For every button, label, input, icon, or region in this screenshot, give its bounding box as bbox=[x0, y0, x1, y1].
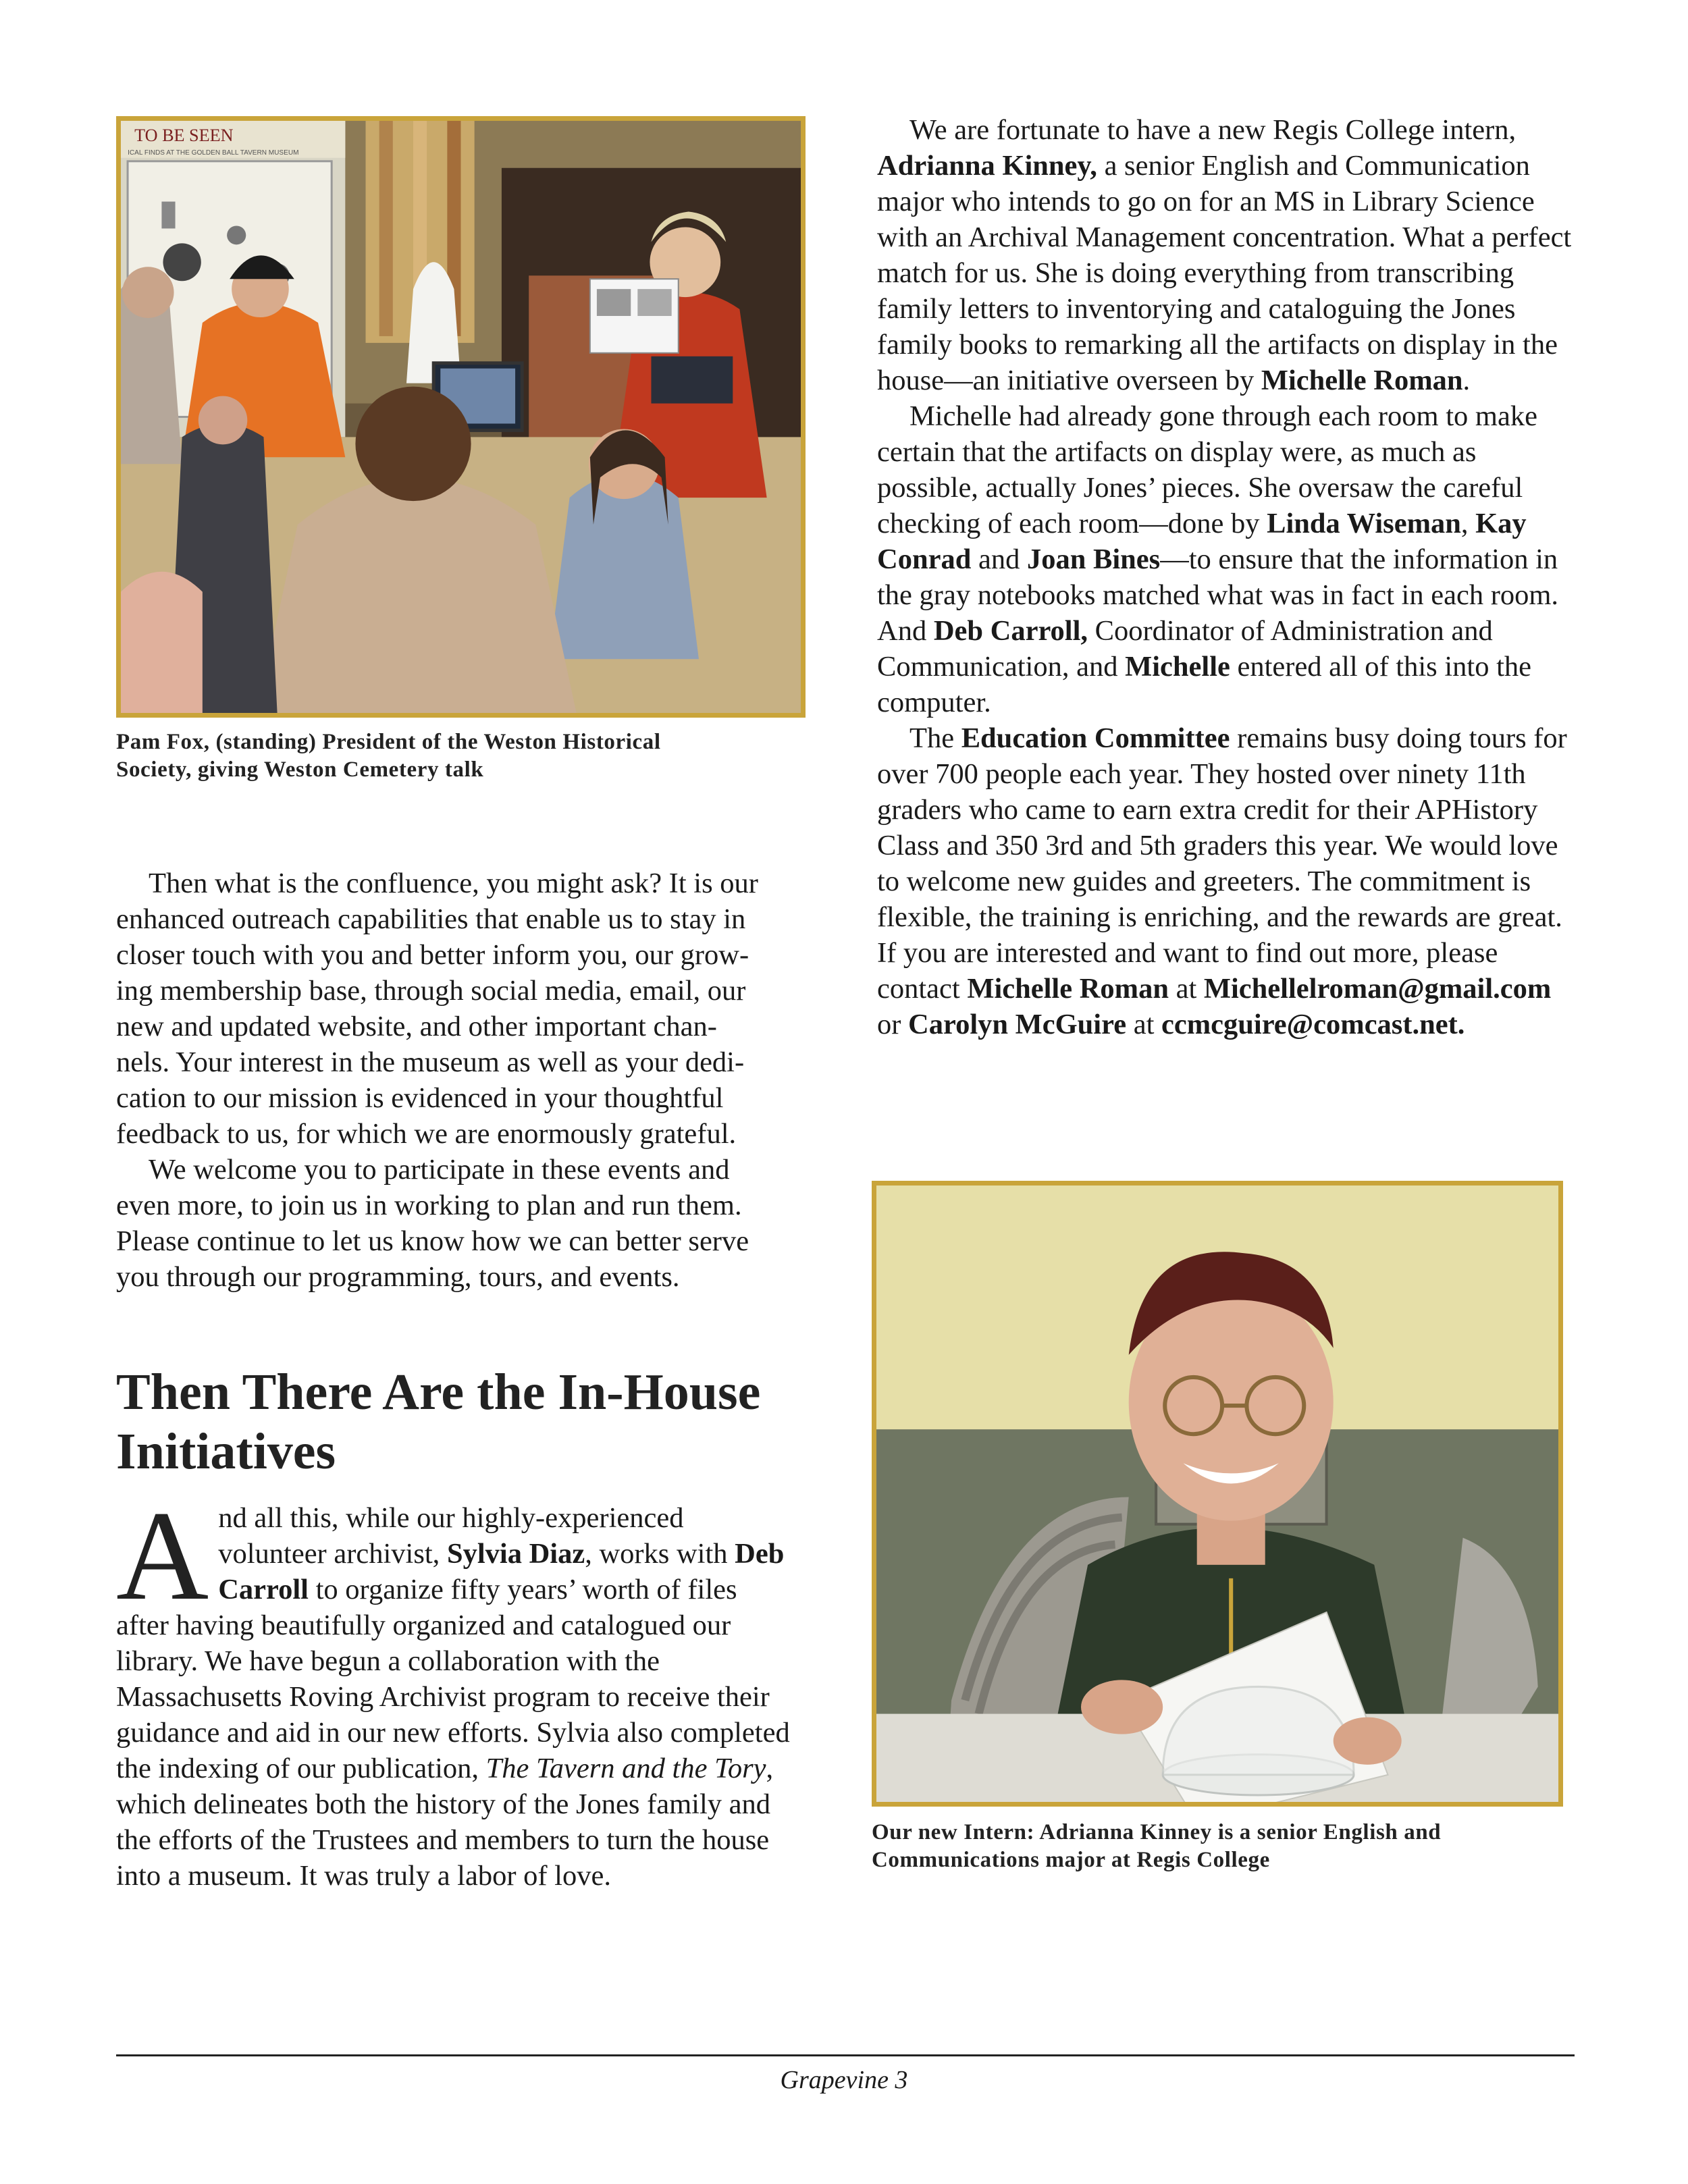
text-run: , bbox=[1460, 508, 1476, 539]
photo-cemetery-talk-caption bbox=[116, 728, 812, 784]
left-column-initiatives bbox=[116, 1485, 791, 1894]
footer-rule bbox=[116, 2054, 1575, 2056]
text-run: remains busy doing tours for over 700 people each year. They hosted over ninety 11th graders who came to earn extra credit for their APHistory Class and 350 3rd and 5th graders this year. We would love to welcome new guides and greeters. The commitment is flexible, the training is enriching, and the rewards are great. If you are interested and want to find out more, please contact bbox=[877, 722, 1567, 1005]
name-adrianna-kinney: Adrianna Kinney, bbox=[877, 150, 1097, 182]
text-line: Then what is the confluence, you might ask? It is our bbox=[149, 868, 758, 899]
text-run: at bbox=[1168, 973, 1204, 1005]
left-column-intro bbox=[116, 865, 805, 1295]
paragraph-archivist bbox=[116, 1485, 791, 1894]
paragraph-michelle bbox=[877, 398, 1579, 720]
photo-cemetery-talk bbox=[116, 116, 806, 718]
footer-page-label: Grapevine 3 bbox=[780, 2066, 908, 2094]
text-line: nels. Your interest in the museum as well as your dedi- bbox=[116, 1046, 745, 1078]
caption-line: Our new Intern: Adrianna Kinney is a senior English and bbox=[872, 1820, 1442, 1844]
heading-line: Initiatives bbox=[116, 1423, 336, 1480]
name-deb-carroll: Deb Carroll, bbox=[933, 615, 1088, 647]
heading-line: Then There Are the In-House bbox=[116, 1364, 761, 1420]
name-deb-carroll: Deb Carroll bbox=[218, 1538, 785, 1605]
name-sylvia-diaz: Sylvia Diaz bbox=[446, 1538, 585, 1570]
text-line: even more, to join us in working to plan and run them. bbox=[116, 1190, 742, 1221]
paragraph-welcome bbox=[116, 1152, 805, 1295]
text-run: to organize fifty years’ worth of files after having beautifully organized and catalogued our library. We have begun a collaboration with the Massachusetts Roving Archivist program to receive their guidance and aid in our new efforts. Sylvia also completed the indexing of our publication, bbox=[116, 1574, 790, 1784]
caption-line: Communications major at Regis College bbox=[872, 1848, 1270, 1872]
photo-cemetery-talk-image bbox=[121, 121, 801, 713]
paragraph-intern bbox=[877, 112, 1579, 398]
name-linda-wiseman: Linda Wiseman bbox=[1267, 508, 1461, 539]
text-line: enhanced outreach capabilities that enable us to stay in bbox=[116, 903, 746, 935]
publication-title: The Tavern and the Tory bbox=[485, 1753, 766, 1784]
exhibit-sign-title: TO BE SEEN bbox=[134, 126, 234, 145]
name-kay-conrad: Kay Conrad bbox=[877, 508, 1527, 575]
text-line: you through our programming, tours, and events. bbox=[116, 1261, 680, 1293]
text-line: cation to our mission is evidenced in your thoughtful bbox=[116, 1082, 724, 1114]
text-run: a senior English and Communication major who intends to go on for an MS in Library Science with an Archival Management concentration. What a perfect match for us. She is doing everything from transcribing family letters to inventorying and cataloguing the Jones family books to remarking all the artifacts on display in the house—an initiative overseen by bbox=[877, 150, 1572, 396]
photo-intern bbox=[872, 1181, 1563, 1807]
text-line: feedback to us, for which we are enormously grateful. bbox=[116, 1118, 737, 1150]
section-heading bbox=[116, 1362, 818, 1481]
text-line: ing membership base, through social media, email, our bbox=[116, 975, 746, 1007]
text-run: and bbox=[971, 543, 1027, 575]
text-run: , works with bbox=[585, 1538, 735, 1570]
text-line: new and updated website, and other important chan- bbox=[116, 1011, 717, 1042]
text-line: We welcome you to participate in these events and bbox=[149, 1154, 730, 1186]
photo-intern-image bbox=[876, 1186, 1558, 1802]
email-carolyn[interactable]: ccmcguire@comcast.net. bbox=[1161, 1009, 1465, 1040]
name-joan-bines: Joan Bines bbox=[1026, 543, 1161, 575]
text-run: —to ensure that the information in the gray notebooks matched what was in fact in each room. And bbox=[877, 543, 1559, 647]
education-committee: Education Committee bbox=[961, 722, 1230, 754]
name-michelle-roman: Michelle Roman bbox=[1261, 365, 1463, 396]
text-run: entered all of this into the computer. bbox=[877, 651, 1532, 718]
right-column bbox=[877, 112, 1579, 1042]
text-run: We are fortunate to have a new Regis College intern, bbox=[909, 114, 1516, 146]
text-run: Coordinator of Administration and Communication, and bbox=[877, 615, 1493, 683]
name-michelle: Michelle bbox=[1125, 651, 1230, 683]
text-run: at bbox=[1126, 1009, 1161, 1040]
paragraph-education bbox=[877, 720, 1579, 1042]
email-michelle[interactable]: Michellelroman@gmail.com bbox=[1203, 973, 1552, 1005]
drop-cap: A bbox=[116, 1485, 209, 1627]
name-michelle-roman: Michelle Roman bbox=[967, 973, 1169, 1005]
caption-line: Society, giving Weston Cemetery talk bbox=[116, 757, 484, 782]
text-run: nd all this, while our highly-experienced volunteer archivist, bbox=[218, 1502, 684, 1570]
text-run: The bbox=[909, 722, 961, 754]
text-run: , which delineates both the history of the Jones family and the efforts of the Trustees and members to turn the house into a museum. It was truly a labor of love. bbox=[116, 1753, 774, 1892]
name-carolyn-mcguire: Carolyn McGuire bbox=[908, 1009, 1127, 1040]
paragraph-confluence bbox=[116, 865, 805, 1152]
photo-intern-caption bbox=[872, 1819, 1574, 1874]
text-line: closer touch with you and better inform you, our grow- bbox=[116, 939, 749, 971]
text-line: Please continue to let us know how we can better serve bbox=[116, 1225, 749, 1257]
text-run: or bbox=[877, 1009, 909, 1040]
caption-line: Pam Fox, (standing) President of the Weston Historical bbox=[116, 730, 661, 754]
exhibit-sign-subtitle: ICAL FINDS AT THE GOLDEN BALL TAVERN MUSEUM bbox=[128, 149, 299, 157]
text-run: . bbox=[1462, 365, 1471, 396]
text-run: Michelle had already gone through each room to make certain that the artifacts on display were, as much as possible, actually Jones’ pieces. She oversaw the careful checking of each room—done by bbox=[877, 400, 1537, 539]
